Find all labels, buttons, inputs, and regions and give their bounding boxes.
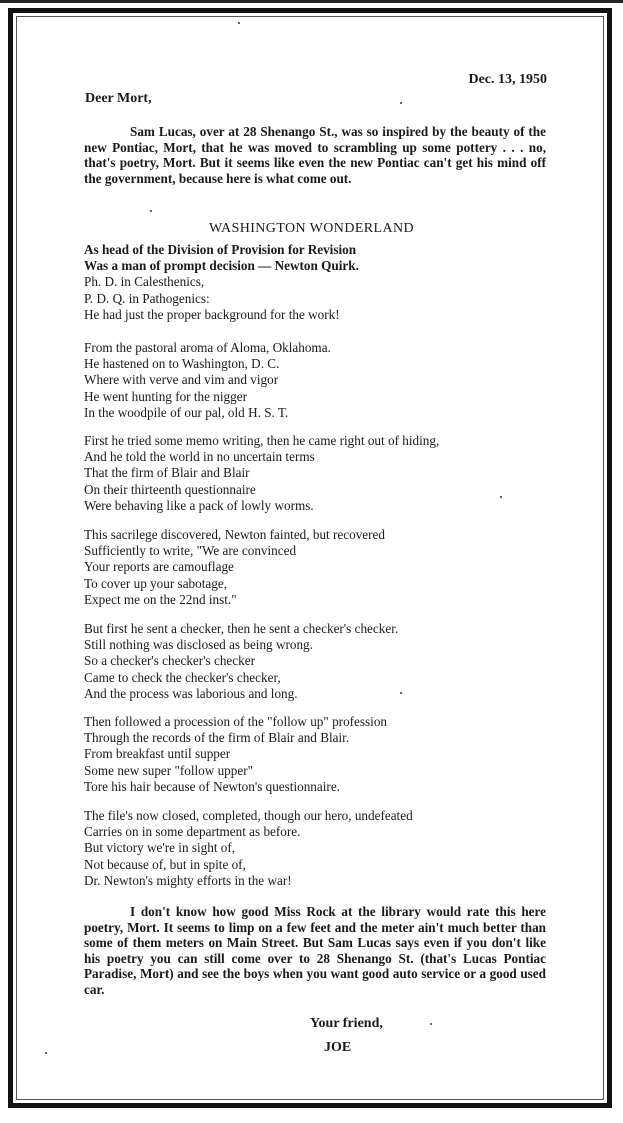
poem-stanza-1 (84, 242, 564, 323)
poem-stanza-2 (84, 340, 564, 421)
poem-line: Dr. Newton's mighty efforts in the war! (84, 872, 292, 888)
poem-line: The file's now closed, completed, though our hero, undefeated (84, 808, 413, 823)
poem-line: P. D. Q. in Pathogenics: (84, 290, 210, 306)
poem-line: But first he sent a checker, then he sent a checker's checker. (84, 621, 399, 636)
poem-line: He hastened on to Washington, D. C. (84, 356, 280, 372)
poem-line: And he told the world in no uncertain terms (84, 449, 315, 465)
poem-line: Still nothing was disclosed as being wrong. (84, 637, 313, 653)
poem-line: On their thirteenth questionnaire (84, 481, 256, 497)
poem-line: From breakfast until supper (84, 746, 231, 762)
poem-stanza-7 (84, 808, 564, 889)
poem-line: To cover up your sabotage, (84, 575, 227, 591)
poem-stanza-4 (84, 527, 564, 608)
poem-line: So a checker's checker's checker (84, 653, 255, 669)
poem-line: Came to check the checker's checker, (84, 669, 281, 685)
signature: JOE (324, 1040, 352, 1055)
poem-line: He had just the proper background for the work! (84, 306, 340, 322)
poem-line: He went hunting for the nigger (84, 388, 247, 404)
intro-paragraph (84, 124, 546, 186)
poem-line: Through the records of the firm of Blair and Blair. (84, 730, 350, 746)
print-speck (238, 22, 240, 24)
poem-line: This sacrilege discovered, Newton fainted, but recovered (84, 527, 385, 542)
poem-line: Tore his hair because of Newton's questionnaire. (84, 778, 340, 794)
poem-line: Ph. D. in Calesthenics, (84, 274, 205, 290)
closing-paragraph (84, 904, 546, 998)
poem-line: Were behaving like a pack of lowly worms. (84, 497, 314, 513)
poem-stanza-5 (84, 621, 564, 702)
top-rule (0, 0, 623, 3)
intro-text: Sam Lucas, over at 28 Shenango St., was so inspired by the beauty of the new Pontiac, Mort, that he was moved to scrambling up some pottery . . . no, that's poetry, Mort. But it seems like even the new Pontiac can't get his mind off the government, because here is what come out. (84, 124, 546, 186)
print-speck (400, 102, 402, 104)
poem-line: And the process was laborious and long. (84, 685, 298, 701)
print-speck (150, 210, 152, 212)
print-speck (500, 496, 502, 498)
letter-date: Dec. 13, 1950 (468, 72, 547, 87)
poem-line: In the woodpile of our pal, old H. S. T. (84, 404, 289, 420)
salutation: Deer Mort, (85, 91, 152, 106)
print-speck (400, 692, 402, 694)
poem-line: Where with verve and vim and vigor (84, 372, 279, 388)
poem-line: Some new super "follow upper" (84, 762, 253, 778)
poem-stanza-6 (84, 714, 564, 795)
poem-line: Expect me on the 22nd inst." (84, 591, 237, 607)
poem-line: Sufficiently to write, "We are convinced (84, 543, 297, 559)
poem-title: WASHINGTON WONDERLAND (208, 221, 415, 236)
poem-line: That the firm of Blair and Blair (84, 465, 250, 481)
poem-line: Was a man of prompt decision — Newton Quirk. (84, 258, 359, 274)
poem-line: Not because of, but in spite of, (84, 856, 246, 872)
poem-line: Your reports are camouflage (84, 559, 234, 575)
closing-text: I don't know how good Miss Rock at the library would rate this here poetry, Mort. It seems to limp on a few feet and the meter ain't much better than some of them meters on Main Street. But Sam Lucas says even if you don't like his poetry you can still come over to 28 Shenango St. (that's Lucas Pontiac Paradise, Mort) and see the boys when you want good auto service or a good used car. (84, 904, 546, 997)
poem-line: From the pastoral aroma of Aloma, Oklahoma. (84, 340, 331, 355)
print-speck (45, 1052, 47, 1054)
poem-line: First he tried some memo writing, then he came right out of hiding, (84, 433, 440, 448)
poem-line: But victory we're in sight of, (84, 840, 236, 856)
print-speck (430, 1023, 432, 1025)
poem-line: Then followed a procession of the "follow up" profession (84, 714, 388, 729)
poem-stanza-3 (84, 433, 564, 514)
poem-line: As head of the Division of Provision for Revision (84, 242, 357, 257)
poem-line: Carries on in some department as before. (84, 824, 301, 840)
sign-off: Your friend, (310, 1016, 383, 1031)
